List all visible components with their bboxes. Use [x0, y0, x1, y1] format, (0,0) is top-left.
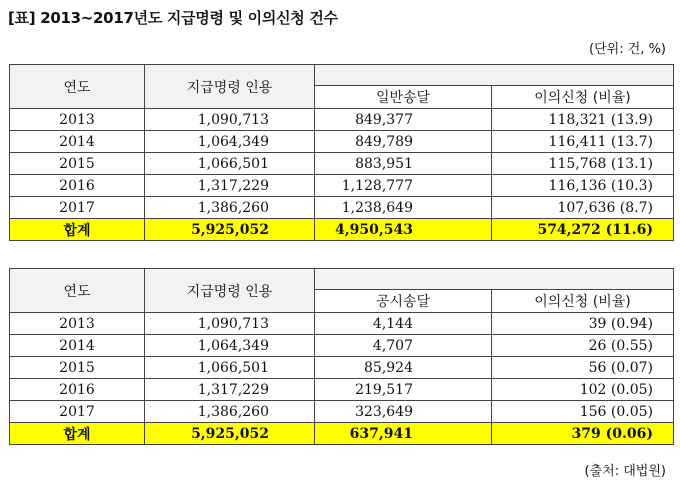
table-row [10, 153, 674, 175]
cell-payment-order: 1,066,501 [145, 153, 315, 175]
header-general-service: 일반송달 [315, 86, 492, 109]
cell-objection: 102 (0.05) [492, 379, 674, 401]
table-row [10, 197, 674, 219]
cell-objection: 56 (0.07) [492, 357, 674, 379]
cell-year: 2013 [10, 313, 145, 335]
cell-service: 85,924 [315, 357, 492, 379]
cell-service: 1,128,777 [315, 175, 492, 197]
cell-year: 2016 [10, 379, 145, 401]
cell-payment-order: 1,317,229 [145, 175, 315, 197]
cell-payment-order: 1,090,713 [145, 313, 315, 335]
table-row [10, 379, 674, 401]
table-public-notice-service [9, 268, 674, 445]
table-general-service [9, 64, 674, 241]
table-row [10, 357, 674, 379]
cell-service: 849,377 [315, 109, 492, 131]
cell-service: 849,789 [315, 131, 492, 153]
cell-service: 323,649 [315, 401, 492, 423]
cell-payment-order: 1,064,349 [145, 131, 315, 153]
header-year: 연도 [10, 65, 145, 109]
header-group-blank [315, 65, 674, 86]
table-row [10, 131, 674, 153]
cell-total-service: 4,950,543 [315, 219, 492, 241]
header-year: 연도 [10, 269, 145, 313]
header-public-service: 공시송달 [315, 290, 492, 313]
table-row [10, 109, 674, 131]
cell-service: 4,707 [315, 335, 492, 357]
header-payment-order: 지급명령 인용 [145, 65, 315, 109]
cell-objection: 26 (0.55) [492, 335, 674, 357]
cell-year: 2015 [10, 357, 145, 379]
cell-objection: 156 (0.05) [492, 401, 674, 423]
cell-year: 2014 [10, 335, 145, 357]
table-row [10, 313, 674, 335]
header-objection-ratio: 이의신청 (비율) [492, 86, 674, 109]
cell-year: 2017 [10, 197, 145, 219]
cell-payment-order: 1,317,229 [145, 379, 315, 401]
cell-total-payment-order: 5,925,052 [145, 219, 315, 241]
cell-total-label: 합계 [10, 219, 145, 241]
table-row [10, 401, 674, 423]
cell-year: 2013 [10, 109, 145, 131]
header-group-blank [315, 269, 674, 290]
page-title: [표] 2013~2017년도 지급명령 및 이의신청 건수 [8, 9, 338, 27]
header-objection-ratio: 이의신청 (비율) [492, 290, 674, 313]
total-row [10, 423, 674, 445]
cell-payment-order: 1,066,501 [145, 357, 315, 379]
unit-note: (단위: 건, %) [589, 42, 666, 57]
cell-total-label: 합계 [10, 423, 145, 445]
cell-year: 2015 [10, 153, 145, 175]
cell-service: 219,517 [315, 379, 492, 401]
cell-objection: 118,321 (13.9) [492, 109, 674, 131]
table-row [10, 175, 674, 197]
cell-payment-order: 1,386,260 [145, 197, 315, 219]
cell-objection: 107,636 (8.7) [492, 197, 674, 219]
cell-objection: 39 (0.94) [492, 313, 674, 335]
table-row [10, 335, 674, 357]
source-note: (출처: 대법원) [584, 464, 666, 479]
cell-objection: 116,136 (10.3) [492, 175, 674, 197]
cell-year: 2017 [10, 401, 145, 423]
cell-year: 2016 [10, 175, 145, 197]
cell-service: 4,144 [315, 313, 492, 335]
cell-total-service: 637,941 [315, 423, 492, 445]
cell-objection: 115,768 (13.1) [492, 153, 674, 175]
total-row [10, 219, 674, 241]
cell-total-objection: 574,272 (11.6) [492, 219, 674, 241]
cell-service: 1,238,649 [315, 197, 492, 219]
cell-service: 883,951 [315, 153, 492, 175]
cell-objection: 116,411 (13.7) [492, 131, 674, 153]
cell-year: 2014 [10, 131, 145, 153]
cell-payment-order: 1,386,260 [145, 401, 315, 423]
cell-total-payment-order: 5,925,052 [145, 423, 315, 445]
cell-total-objection: 379 (0.06) [492, 423, 674, 445]
cell-payment-order: 1,064,349 [145, 335, 315, 357]
header-payment-order: 지급명령 인용 [145, 269, 315, 313]
cell-payment-order: 1,090,713 [145, 109, 315, 131]
